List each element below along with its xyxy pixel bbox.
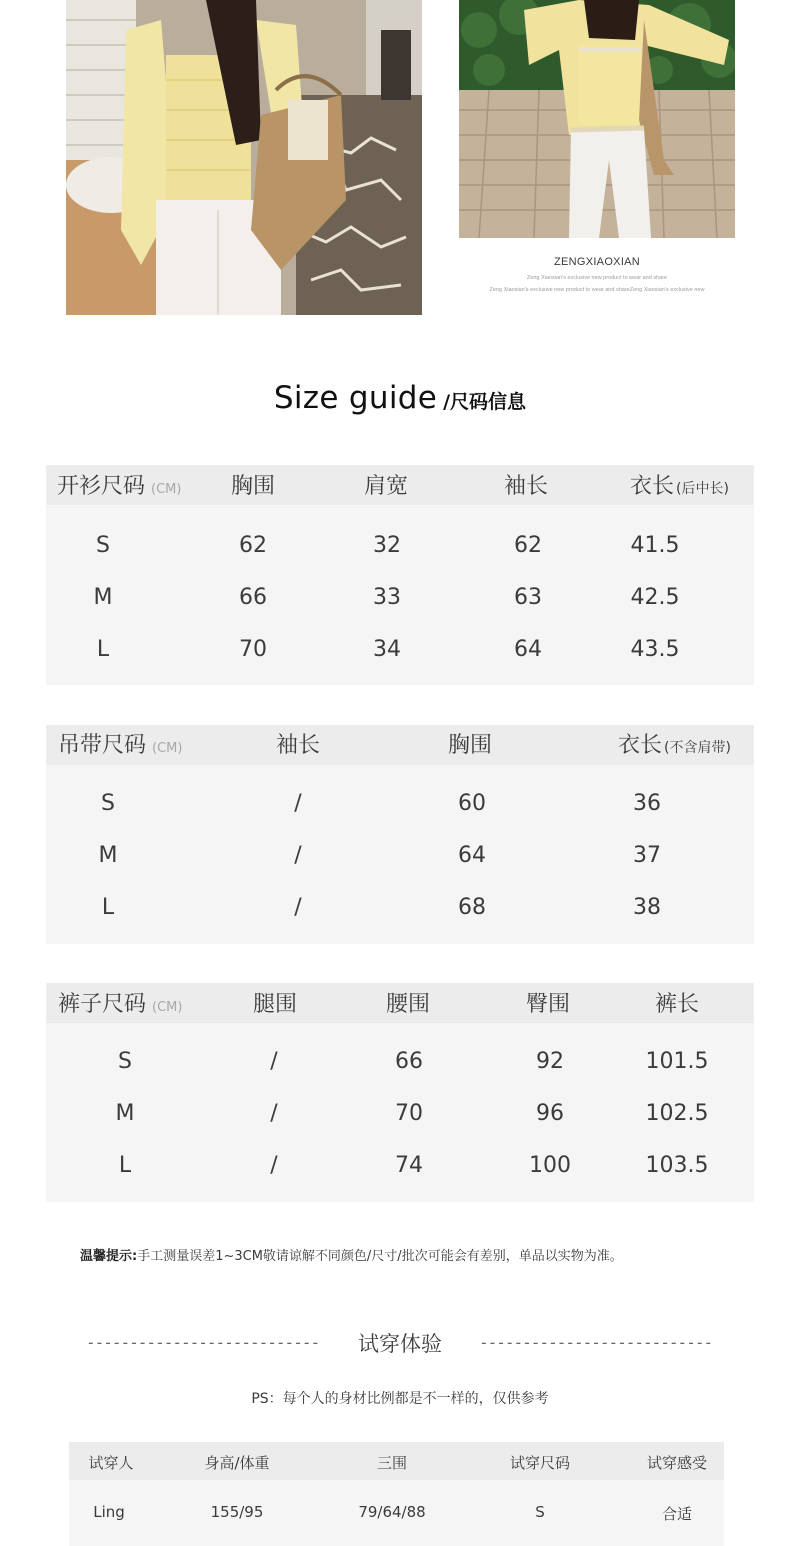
- table-cell: /: [294, 791, 302, 816]
- table-cell: /: [294, 895, 302, 920]
- divider-left: ---------------------------: [86, 1333, 320, 1352]
- unit-label: (CM): [151, 482, 182, 497]
- table-cell: /: [294, 843, 302, 868]
- table-label: [57, 476, 181, 498]
- brand-tagline: Zeng Xiaoxian's exclusive new product to wear and share: [526, 275, 668, 281]
- table-cell: 34: [373, 637, 401, 662]
- table-label: [58, 994, 182, 1016]
- pants-size-table: [46, 983, 754, 1202]
- table-cell: 43.5: [630, 637, 680, 662]
- tip-text: 手工测量误差1~3CM敬请谅解不同颜色/尺寸/批次可能会有差别，单品以实物为准。: [137, 1249, 623, 1264]
- table-cell: M: [98, 843, 118, 868]
- model-photo-outdoor: [459, 0, 735, 238]
- camisole-size-table: [46, 725, 754, 944]
- size-guide-subheading: /尺码信息: [443, 391, 527, 413]
- table-cell: S: [101, 791, 115, 816]
- tip-label: 温馨提示:: [80, 1249, 138, 1264]
- header-thigh: 腿围: [252, 992, 298, 1017]
- table-cell: 103.5: [645, 1153, 709, 1178]
- table-cell: 66: [239, 585, 267, 610]
- header-fit-feeling: 试穿感受: [646, 1454, 708, 1472]
- header-chest: 胸围: [447, 733, 493, 758]
- try-on-table: [69, 1442, 724, 1546]
- table-cell: 155/95: [210, 1503, 264, 1521]
- length-label: 衣长: [630, 474, 675, 499]
- table-cell: 68: [458, 895, 486, 920]
- table-cell: 96: [536, 1101, 564, 1126]
- header-chest: 胸围: [230, 474, 276, 499]
- table-cell: 79/64/88: [358, 1503, 426, 1521]
- table-cell: 32: [373, 533, 401, 558]
- table-cell: S: [118, 1049, 132, 1074]
- brand-name: ZENGXIAOXIAN: [553, 256, 641, 268]
- table-cell: 62: [239, 533, 267, 558]
- header-measurements: 三围: [376, 1454, 408, 1472]
- header-tester: 试穿人: [88, 1454, 134, 1472]
- measurement-tip: [80, 1245, 623, 1264]
- model-photo-indoor: [66, 0, 422, 315]
- table-cell: S: [96, 533, 110, 558]
- table-label: [58, 735, 182, 757]
- table-cell: 38: [633, 895, 661, 920]
- table-cell: 60: [458, 791, 486, 816]
- table-cell: 64: [514, 637, 542, 662]
- table-cell: 64: [458, 843, 486, 868]
- table-cell: L: [101, 895, 115, 920]
- header-sleeve: 袖长: [503, 474, 549, 499]
- header-length: [618, 735, 731, 757]
- table-cell: 41.5: [630, 533, 680, 558]
- table-cell: 42.5: [630, 585, 680, 610]
- header-waist: 腰围: [385, 992, 431, 1017]
- length-note: (不含肩带): [664, 740, 731, 756]
- table-cell: 66: [395, 1049, 423, 1074]
- table-cell: /: [270, 1049, 278, 1074]
- divider-right: ---------------------------: [479, 1333, 713, 1352]
- camisole-size-label: 吊带尺码: [58, 733, 147, 758]
- table-cell: 101.5: [645, 1049, 709, 1074]
- size-guide-heading: Size guide: [273, 380, 438, 416]
- table-cell: 33: [373, 585, 401, 610]
- unit-label: (CM): [152, 1000, 183, 1015]
- brand-tagline-repeat: Zeng Xiaoxian's exclusive new product to wear and shareZeng Xiaoxian's exclusive new: [489, 287, 705, 293]
- table-cell: 37: [633, 843, 661, 868]
- try-on-note: PS：每个人的身材比例都是不一样的，仅供参考: [251, 1391, 549, 1407]
- length-label: 衣长: [618, 733, 663, 758]
- header-hip: 臀围: [525, 992, 571, 1017]
- try-on-title: 试穿体验: [358, 1332, 442, 1356]
- header-pants-length: 裤长: [654, 992, 700, 1017]
- table-cell: M: [115, 1101, 135, 1126]
- table-cell: 74: [395, 1153, 423, 1178]
- table-cell: 70: [239, 637, 267, 662]
- table-cell: Ling: [93, 1503, 125, 1521]
- cardigan-size-table: [46, 465, 754, 685]
- table-cell: 合适: [661, 1505, 693, 1523]
- header-tried-size: 试穿尺码: [509, 1454, 571, 1472]
- table-cell: M: [93, 585, 113, 610]
- header-sleeve: 袖长: [275, 733, 321, 758]
- table-cell: L: [96, 637, 110, 662]
- table-cell: 62: [514, 533, 542, 558]
- unit-label: (CM): [152, 741, 183, 756]
- header-shoulder: 肩宽: [363, 474, 409, 499]
- table-cell: L: [118, 1153, 132, 1178]
- table-cell: /: [270, 1153, 278, 1178]
- cardigan-size-label: 开衫尺码: [57, 474, 146, 499]
- table-cell: 100: [529, 1153, 571, 1178]
- table-cell: 92: [536, 1049, 564, 1074]
- table-cell: 63: [514, 585, 542, 610]
- table-cell: 36: [633, 791, 661, 816]
- table-cell: /: [270, 1101, 278, 1126]
- header-length: [630, 476, 729, 498]
- size-guide-title: [0, 380, 800, 416]
- table-cell: S: [535, 1503, 545, 1521]
- length-note: (后中长): [676, 481, 729, 497]
- header-height-weight: 身高/体重: [204, 1454, 270, 1472]
- table-cell: 102.5: [645, 1101, 709, 1126]
- pants-size-label: 裤子尺码: [58, 992, 147, 1017]
- table-cell: 70: [395, 1101, 423, 1126]
